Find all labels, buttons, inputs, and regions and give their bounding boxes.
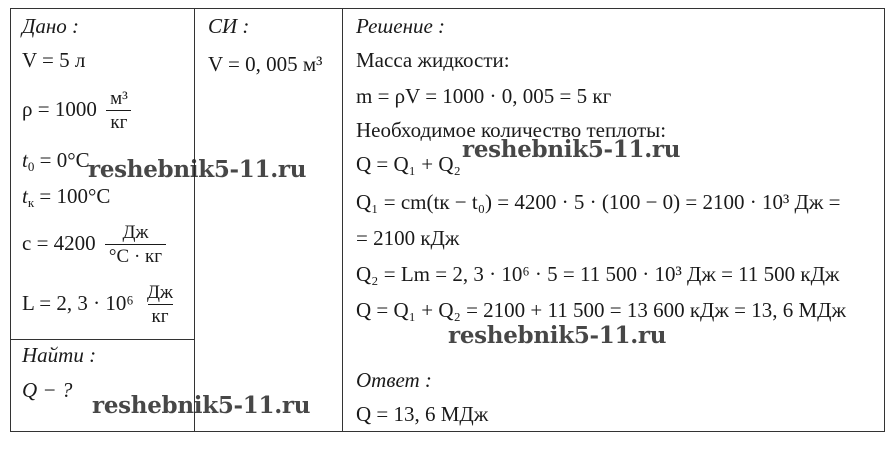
latent-heat-unit-fraction: $\frac{Дж}{кг}$ — [146, 282, 174, 327]
heat-sum-equation: Q = Q₁ + Q₂ — [356, 152, 461, 176]
heat-capacity-unit-fraction: $\frac{Дж}{^\circ C \cdot кг}$ — [105, 222, 166, 268]
mass-label: Масса жидкости: — [356, 48, 510, 72]
given-density: ρ = 1000 $\frac{\text{м³}}{кг}$ — [22, 88, 136, 134]
given-heat-capacity: c = 4200 $\frac{Дж}{^\circ C \cdot кг}$ — [22, 222, 170, 268]
mass-equation: m = ρV = 1000 · 0, 005 = 5 кг — [356, 84, 612, 108]
watermark: reshebnik5-11.ru — [88, 156, 307, 183]
watermark: reshebnik5-11.ru — [462, 136, 681, 163]
find-header: Найти : — [22, 343, 97, 367]
total-equation: Q = Q₁ + Q₂ = 2100 + 11 500 = 13 600 кДж = 13, 6 МДж — [356, 298, 846, 322]
column-divider-given — [194, 9, 195, 431]
si-header: СИ : — [208, 14, 250, 38]
answer-header: Ответ : — [356, 368, 432, 392]
q2-equation: Q₂ = Lm = 2, 3 · 10⁶ · 5 = 11 500 · 10³ Дж = 11 500 кДж — [356, 262, 840, 286]
heat-label: Необходимое количество теплоты: — [356, 118, 667, 142]
q1-equation: Q₁ = cm(tк − t₀) = 4200 · 5 · (100 − 0) = 2100 · 10³ Дж = — [356, 190, 841, 214]
si-volume: V = 0, 005 м³ — [208, 52, 323, 76]
q1-equation-cont: = 2100 кДж — [356, 226, 460, 250]
given-latent-heat: L = 2, 3 · 10⁶ $\frac{Дж}{кг}$ — [22, 282, 181, 328]
watermark: reshebnik5-11.ru — [92, 392, 311, 419]
find-q: Q − ? — [22, 378, 73, 402]
given-volume: V = 5 л — [22, 48, 86, 72]
watermark: reshebnik5-11.ru — [448, 322, 667, 349]
density-unit-fraction: $\frac{\text{м³}}{кг}$ — [106, 88, 132, 134]
given-t0: $t_0 = 0^\circ C$ — [22, 148, 90, 174]
given-header: Дано : — [22, 14, 80, 38]
solution-header: Решение : — [356, 14, 446, 38]
column-divider-si — [342, 9, 343, 431]
answer-value: Q = 13, 6 МДж — [356, 402, 489, 426]
given-tk: $t_к = 100^\circ C$ — [22, 184, 111, 210]
row-divider-find — [11, 339, 194, 340]
